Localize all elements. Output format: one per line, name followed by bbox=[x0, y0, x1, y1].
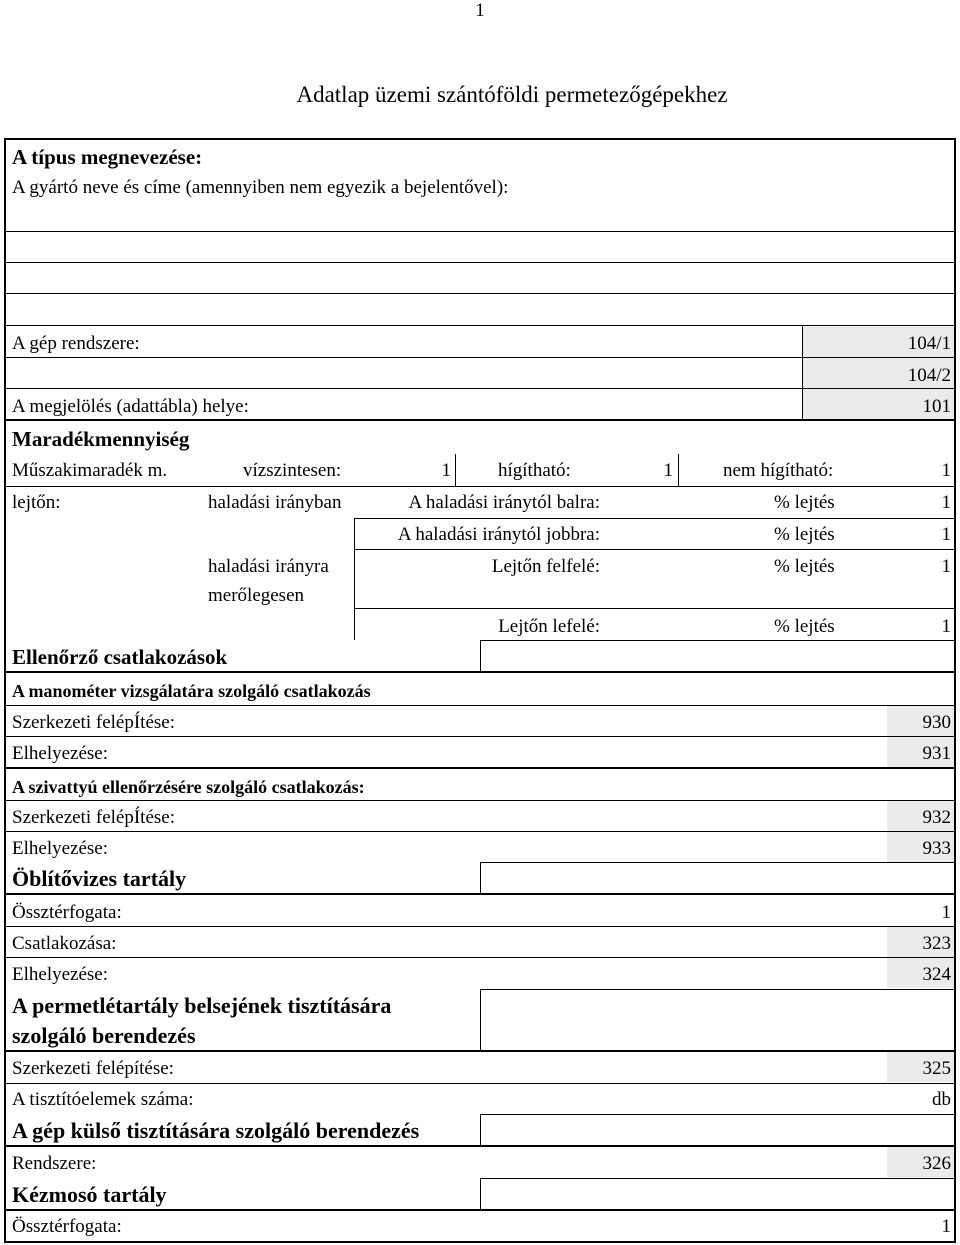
nondilutable-label: nem hígítható: bbox=[723, 460, 834, 481]
right-label: A haladási iránytól jobbra: bbox=[397, 524, 600, 545]
tank-cleaning-heading-2: szolgáló berendezés bbox=[12, 1023, 196, 1048]
check-connections-heading: Ellenőrző csatlakozások bbox=[12, 645, 228, 669]
cleaning-elements-unit: db bbox=[932, 1089, 951, 1110]
line-1178 bbox=[480, 1178, 955, 1179]
frame-top bbox=[4, 138, 956, 140]
line-1114 bbox=[480, 1114, 955, 1115]
line-1210 bbox=[5, 1209, 955, 1211]
rinse-location-label: Elhelyezése: bbox=[12, 964, 109, 985]
line-549 bbox=[354, 549, 955, 550]
line-957 bbox=[5, 957, 955, 958]
line-1083 bbox=[5, 1083, 955, 1084]
line-518 bbox=[354, 518, 955, 519]
up-value: 1 bbox=[941, 556, 951, 577]
manometer-location-label: Elhelyezése: bbox=[12, 743, 109, 764]
frame-bottom bbox=[4, 1241, 956, 1243]
cleaning-elements-label: A tisztítóelemek száma: bbox=[12, 1089, 194, 1110]
line-736 bbox=[5, 736, 955, 737]
rinse-volume-value: 1 bbox=[941, 902, 951, 923]
external-cleaning-heading: A gép külső tisztítására szolgáló berendezés bbox=[12, 1118, 420, 1143]
line-672 bbox=[5, 671, 955, 673]
vline-480e bbox=[480, 1178, 481, 1210]
line-388 bbox=[5, 388, 955, 389]
type-heading: A típus megnevezése: bbox=[12, 145, 203, 169]
pump-location-label: Elhelyezése: bbox=[12, 838, 109, 859]
rinse-volume-label: Össztérfogata: bbox=[12, 902, 122, 923]
rinse-tank-heading: Öblítővizes tartály bbox=[12, 866, 187, 891]
hand-wash-heading: Kézmosó tartály bbox=[12, 1182, 167, 1207]
rinse-connection-code: 323 bbox=[922, 933, 951, 954]
field-line-1 bbox=[5, 231, 955, 232]
up-label: Lejtőn felfelé: bbox=[491, 556, 600, 577]
page-title bbox=[0, 82, 960, 108]
rinse-location-code: 324 bbox=[922, 964, 951, 985]
down-unit: % lejtés bbox=[774, 616, 835, 637]
frame-left bbox=[4, 138, 6, 1242]
vline-480b bbox=[480, 862, 481, 894]
manometer-heading: A manométer vizsgálatára szolgáló csatlakozás bbox=[12, 681, 371, 701]
manometer-structure-label: Szerkezeti felépÍtése: bbox=[12, 712, 175, 733]
field-line-3 bbox=[5, 293, 955, 294]
horizontal-value: 1 bbox=[441, 460, 451, 481]
in-direction-label: haladási irányban bbox=[208, 492, 342, 513]
manufacturer-label: A gyártó neve és címe (amennyiben nem egyezik a bejelentővel): bbox=[12, 177, 509, 198]
slope-label: lejtőn: bbox=[12, 492, 61, 513]
vline-480d bbox=[480, 1114, 481, 1146]
vline-354 bbox=[354, 518, 355, 640]
pump-structure-label: Szerkezeti felépÍtése: bbox=[12, 807, 175, 828]
left-label: A haladási iránytól balra: bbox=[408, 492, 600, 513]
line-894 bbox=[5, 893, 955, 895]
pump-location-code: 933 bbox=[922, 838, 951, 859]
tank-cleaning-structure-code: 325 bbox=[922, 1058, 951, 1079]
vline-455 bbox=[455, 454, 456, 486]
line-640 bbox=[480, 640, 955, 641]
line-862 bbox=[480, 862, 955, 863]
line-357 bbox=[5, 357, 955, 358]
vline-678 bbox=[678, 454, 679, 486]
field-line-2 bbox=[5, 262, 955, 263]
line-705 bbox=[5, 705, 955, 706]
line-767 bbox=[5, 767, 955, 769]
line-1146 bbox=[5, 1145, 955, 1147]
horizontal-label: vízszintesen: bbox=[243, 460, 342, 481]
manometer-structure-code: 930 bbox=[922, 712, 951, 733]
right-value: 1 bbox=[941, 524, 951, 545]
line-420 bbox=[5, 419, 955, 421]
field-line-4 bbox=[5, 325, 955, 326]
dilutable-value: 1 bbox=[663, 460, 673, 481]
vline-480a bbox=[480, 640, 481, 672]
line-989 bbox=[480, 989, 955, 990]
left-unit: % lejtés bbox=[774, 492, 835, 513]
line-608 bbox=[354, 608, 955, 609]
pump-heading: A szivattyú ellenőrzésére szolgáló csatlakozás: bbox=[12, 777, 365, 797]
plate-code: 101 bbox=[922, 396, 951, 417]
line-486 bbox=[5, 486, 955, 487]
system-label: A gép rendszere: bbox=[12, 333, 140, 354]
right-unit: % lejtés bbox=[774, 524, 835, 545]
hand-wash-volume-value: 1 bbox=[941, 1216, 951, 1237]
down-value: 1 bbox=[941, 616, 951, 637]
hand-wash-volume-label: Össztérfogata: bbox=[12, 1216, 122, 1237]
page-number: 1 bbox=[475, 0, 485, 21]
residual-heading: Maradékmennyiség bbox=[12, 427, 190, 451]
tank-cleaning-structure-label: Szerkezeti felépítése: bbox=[12, 1058, 174, 1079]
frame-right bbox=[954, 138, 956, 1242]
rinse-connection-label: Csatlakozása: bbox=[12, 933, 117, 954]
manometer-location-code: 931 bbox=[922, 743, 951, 764]
line-800 bbox=[5, 800, 955, 801]
pump-structure-code: 932 bbox=[922, 807, 951, 828]
system-code-1: 104/1 bbox=[907, 333, 951, 354]
vline-480c bbox=[480, 989, 481, 1051]
left-value: 1 bbox=[941, 492, 951, 513]
down-label: Lejtőn lefelé: bbox=[498, 616, 600, 637]
up-unit: % lejtés bbox=[774, 556, 835, 577]
system-code-2: 104/2 bbox=[907, 365, 951, 386]
tech-residual-label: Műszakimaradék m. bbox=[12, 460, 168, 481]
nondilutable-value: 1 bbox=[941, 460, 951, 481]
plate-label: A megjelölés (adattábla) helye: bbox=[12, 396, 249, 417]
page-title-text: Adatlap üzemi szántóföldi permetezőgépekhez bbox=[296, 82, 728, 107]
line-926 bbox=[5, 926, 955, 927]
perp-label-2: merőlegesen bbox=[208, 585, 305, 606]
tank-cleaning-heading-1: A permetlétartály belsejének tisztítására bbox=[12, 993, 392, 1018]
external-system-code: 326 bbox=[922, 1153, 951, 1174]
line-1051 bbox=[5, 1050, 955, 1052]
line-831 bbox=[5, 831, 955, 832]
external-system-label: Rendszere: bbox=[12, 1153, 97, 1174]
perp-label-1: haladási irányra bbox=[208, 556, 329, 577]
dilutable-label: hígítható: bbox=[498, 460, 571, 481]
